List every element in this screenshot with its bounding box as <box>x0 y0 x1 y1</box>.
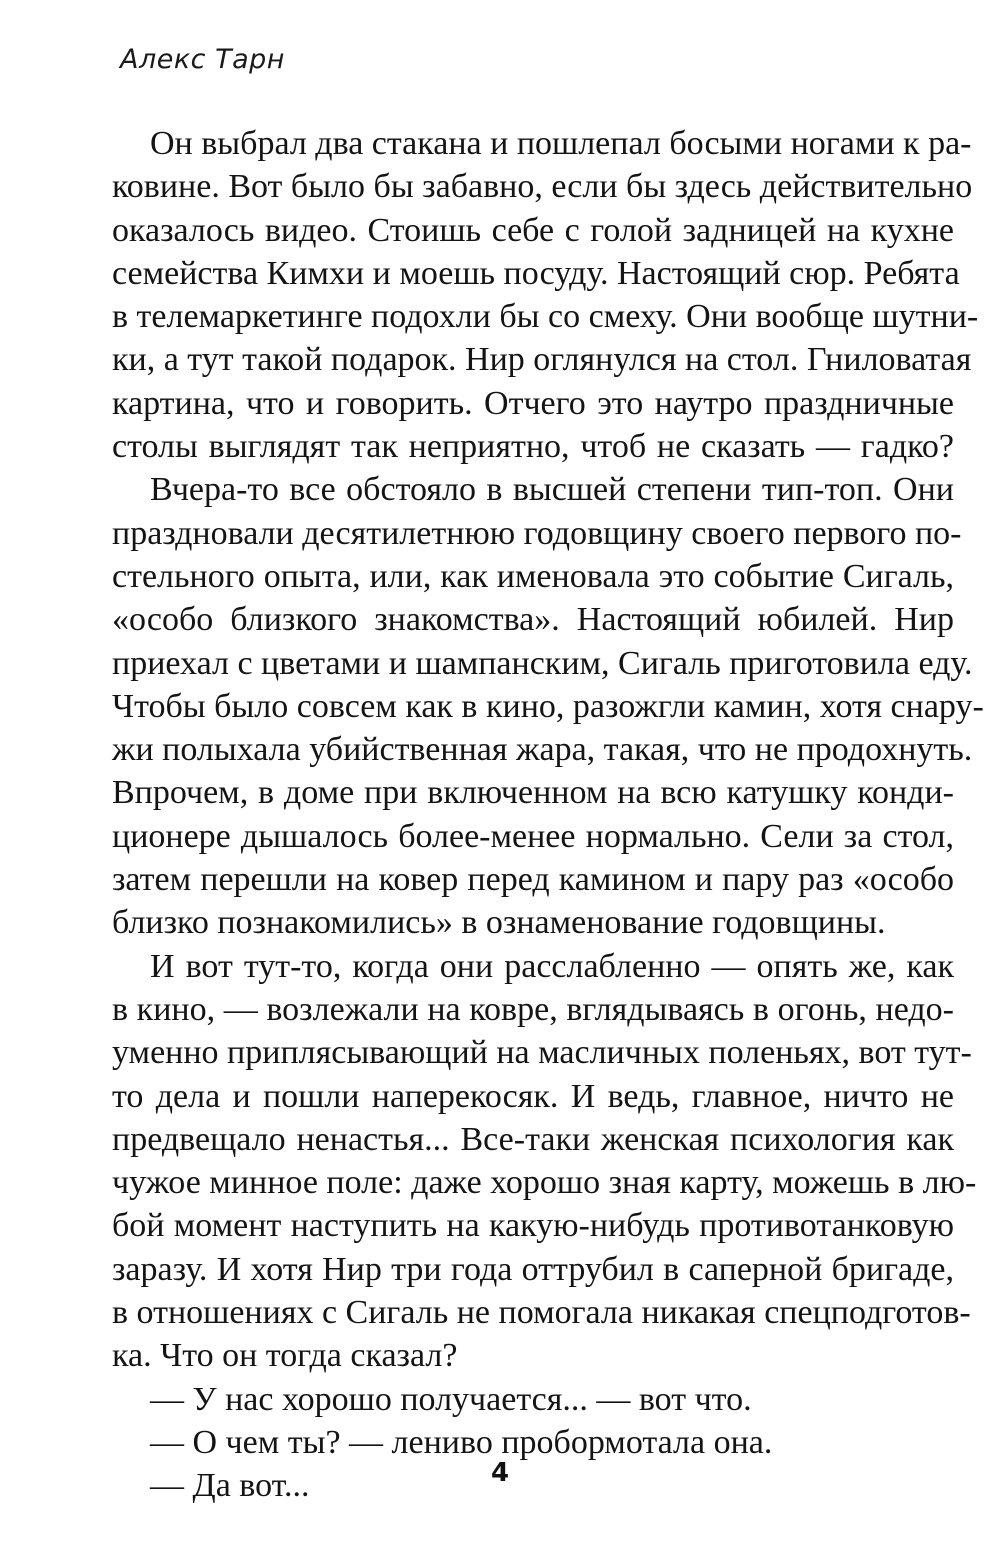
text-line: приехал с цветами и шампанским, Сигаль приготовила еду. <box>112 644 973 682</box>
text-line: Он выбрал два стакана и пошлепал босыми ногами к ра- <box>150 125 972 162</box>
text-line: ка. Что он тогда сказал? <box>112 1337 458 1375</box>
text-line: предвещало ненастья... Все-таки женская психология как <box>112 1120 954 1158</box>
text-line: оказалось видео. Стоишь себе с голой задницей на кухне <box>112 211 954 249</box>
text-line: заразу. И хотя Нир три года оттрубил в саперной бригаде, <box>112 1250 954 1288</box>
text-line: ки, а тут такой подарок. Нир оглянулся на стол. Гниловатая <box>112 341 972 379</box>
text-line: жи полыхала убийственная жара, такая, что не продохнуть. <box>112 731 973 769</box>
text-line: затем перешли на ковер перед камином и пару раз «особо <box>112 861 954 899</box>
text-line: Впрочем, в доме при включенном на всю катушку конди- <box>112 774 954 812</box>
dialogue-line: — Да вот... <box>150 1467 310 1505</box>
text-line: стельного опыта, или, как именовала это событие Сигаль, <box>112 557 954 595</box>
body-text <box>112 122 984 1508</box>
text-line: бой момент наступить на какую-нибудь противотанковую <box>112 1207 954 1245</box>
text-line: Вчера-то все обстояло в высшей степени тип-топ. Они <box>150 471 954 509</box>
dialogue-line: — У нас хорошо получается... — вот что. <box>150 1380 752 1418</box>
text-line: ционере дышалось более-менее нормально. Сели за стол, <box>112 817 954 855</box>
running-head-author: Алекс Тарн <box>120 44 285 75</box>
text-line: столы выглядят так неприятно, чтоб не сказать — гадко? <box>112 428 954 466</box>
text-line: близко познакомились» в ознаменование годовщины. <box>112 904 886 942</box>
text-line: в кино, — возлежали на ковре, вглядываясь в огонь, недо- <box>112 990 954 1028</box>
text-line: уменно приплясывающий на масличных поленьях, вот тут- <box>112 1034 972 1072</box>
text-line: картина, что и говорить. Отчего это наутро праздничные <box>112 384 954 422</box>
text-line: И вот тут-то, когда они расслабленно — опять же, как <box>150 947 954 985</box>
dialogue-line: — О чем ты? — лениво пробормотала она. <box>150 1423 773 1461</box>
text-line: «особо близкого знакомства». Настоящий юбилей. Нир <box>112 601 954 639</box>
text-line: семейства Кимхи и моешь посуду. Настоящий сюр. Ребята <box>112 254 960 292</box>
text-line: чужое минное поле: даже хорошо зная карту, можешь в лю- <box>112 1164 977 1202</box>
text-line: ковине. Вот было бы забавно, если бы здесь действительно <box>112 168 973 206</box>
text-line: в отношениях с Сигаль не помогала никакая спецподготов- <box>112 1294 971 1332</box>
page-number: 4 <box>490 1458 510 1488</box>
text-line: в телемаркетинге подохли бы со смеху. Они вообще шутни- <box>112 298 979 336</box>
text-line: Чтобы было совсем как в кино, разожгли камин, хотя снару- <box>112 687 984 725</box>
text-line: праздновали десятилетнюю годовщину своего первого по- <box>112 514 962 552</box>
text-line: то дела и пошли наперекосяк. И ведь, главное, ничто не <box>112 1077 954 1115</box>
